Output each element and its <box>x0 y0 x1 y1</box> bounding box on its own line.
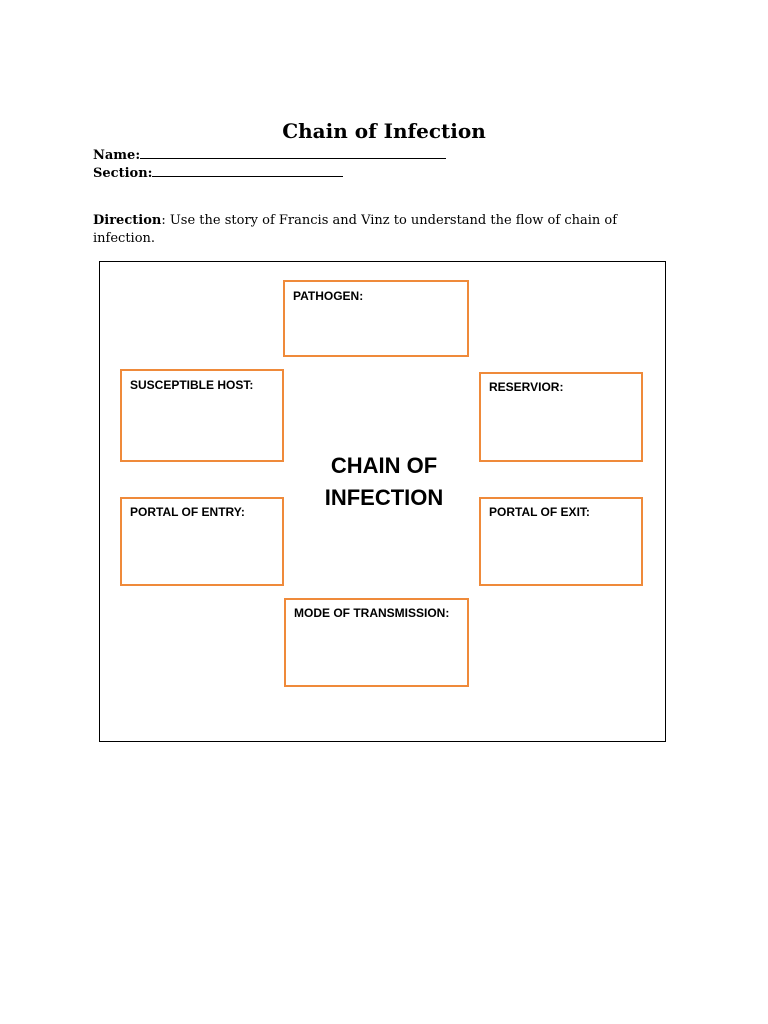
portal-of-exit-label: PORTAL OF EXIT: <box>489 505 590 519</box>
name-blank-line[interactable] <box>140 146 446 159</box>
pathogen-box[interactable] <box>283 280 469 357</box>
section-blank-line[interactable] <box>152 164 343 177</box>
susceptible-host-label: SUSCEPTIBLE HOST: <box>130 378 254 392</box>
mode-of-transmission-label: MODE OF TRANSMISSION: <box>294 606 450 620</box>
diagram-center-label: CHAIN OF INFECTION <box>324 453 444 510</box>
reservoir-box[interactable] <box>479 372 643 462</box>
susceptible-host-box[interactable] <box>120 369 284 462</box>
section-label: Section: <box>93 166 153 181</box>
mode-of-transmission-box[interactable] <box>284 598 469 687</box>
page-title: Chain of Infection <box>282 119 486 143</box>
portal-of-exit-box[interactable] <box>479 497 643 586</box>
direction-text: : Use the story of Francis and Vinz to understand the flow of chain of infection. <box>93 213 618 246</box>
pathogen-label: PATHOGEN: <box>293 289 364 303</box>
portal-of-entry-label: PORTAL OF ENTRY: <box>130 505 245 519</box>
portal-of-entry-box[interactable] <box>120 497 284 586</box>
direction-paragraph <box>93 212 668 248</box>
name-label: Name: <box>93 148 141 163</box>
reservoir-label: RESERVIOR: <box>489 380 564 394</box>
direction-label: Direction <box>93 213 162 228</box>
section-field[interactable] <box>93 164 343 183</box>
name-field[interactable] <box>93 146 446 165</box>
